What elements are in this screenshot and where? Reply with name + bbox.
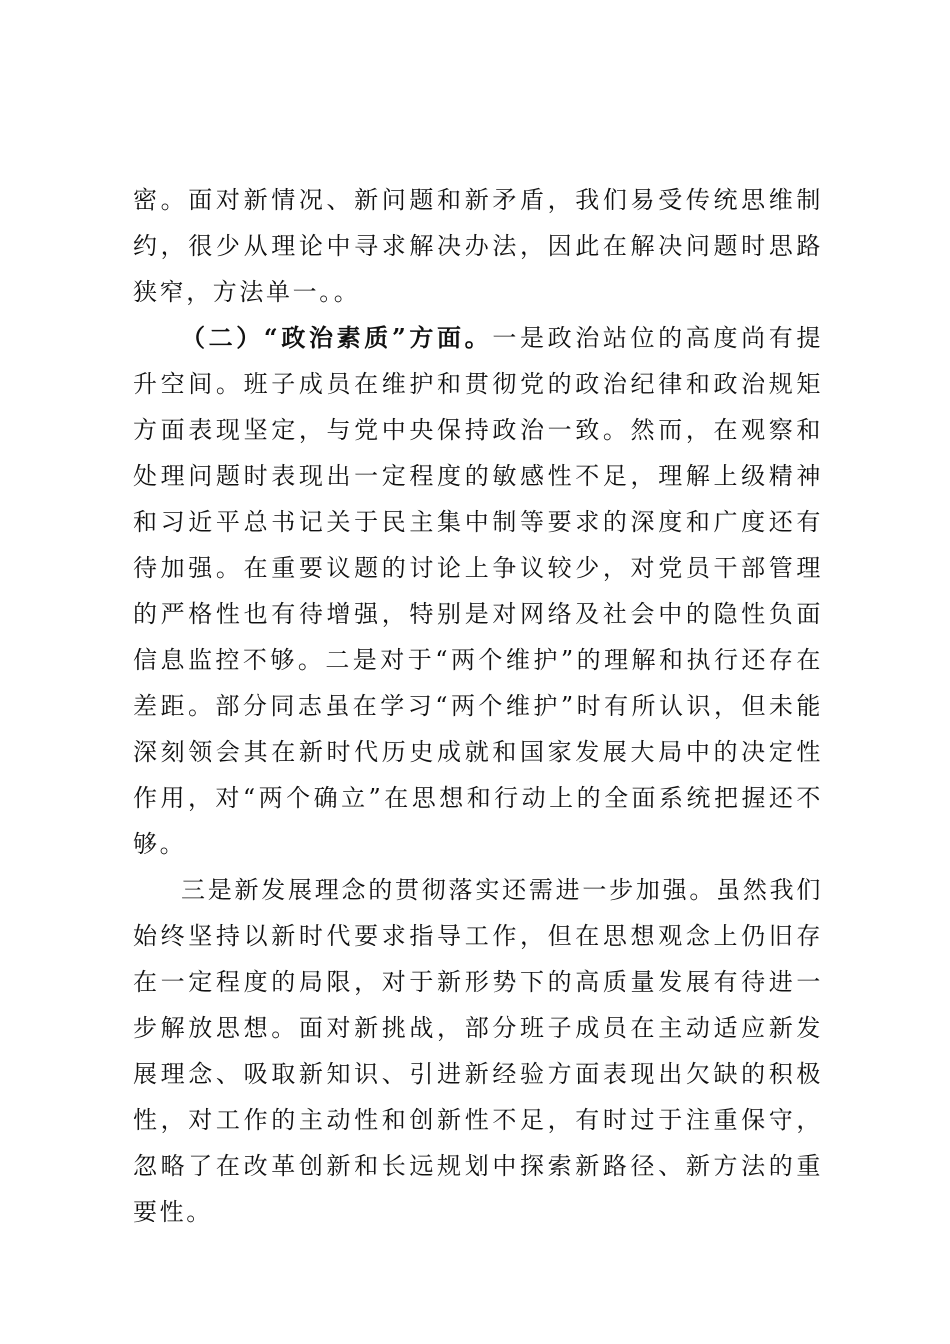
paragraph-text: 密。面对新情况、新问题和新矛盾，我们易受传统思维制约，很少从理论中寻求解决办法，因此在解决问题时思路狭窄，方法单一。。 (133, 186, 823, 306)
section-heading: （二）“政治素质”方面。 (181, 323, 493, 352)
paragraph-continuation (133, 177, 823, 315)
document-body (133, 177, 823, 1235)
paragraph-political-quality (133, 315, 823, 867)
paragraph-new-development (133, 867, 823, 1235)
paragraph-text: 一是政治站位的高度尚有提升空间。班子成员在维护和贯彻党的政治纪律和政治规矩方面表现坚定，与党中央保持政治一致。然而，在观察和处理问题时表现出一定程度的敏感性不足，理解上级精神和习近平总书记关于民主集中制等要求的深度和广度还有待加强。在重要议题的讨论上争议较少，对党员干部管理的严格性也有待增强，特别是对网络及社会中的隐性负面信息监控不够。二是对于“两个维护”的理解和执行还存在差距。部分同志虽在学习“两个维护”时有所认识，但未能深刻领会其在新时代历史成就和国家发展大局中的决定性作用，对“两个确立”在思想和行动上的全面系统把握还不够。 (133, 324, 823, 858)
paragraph-text: 三是新发展理念的贯彻落实还需进一步加强。虽然我们始终坚持以新时代要求指导工作，但在思想观念上仍旧存在一定程度的局限，对于新形势下的高质量发展有待进一步解放思想。面对新挑战，部分班子成员在主动适应新发展理念、吸取新知识、引进新经验方面表现出欠缺的积极性，对工作的主动性和创新性不足，有时过于注重保守，忽略了在改革创新和长远规划中探索新路径、新方法的重要性。 (133, 876, 823, 1226)
